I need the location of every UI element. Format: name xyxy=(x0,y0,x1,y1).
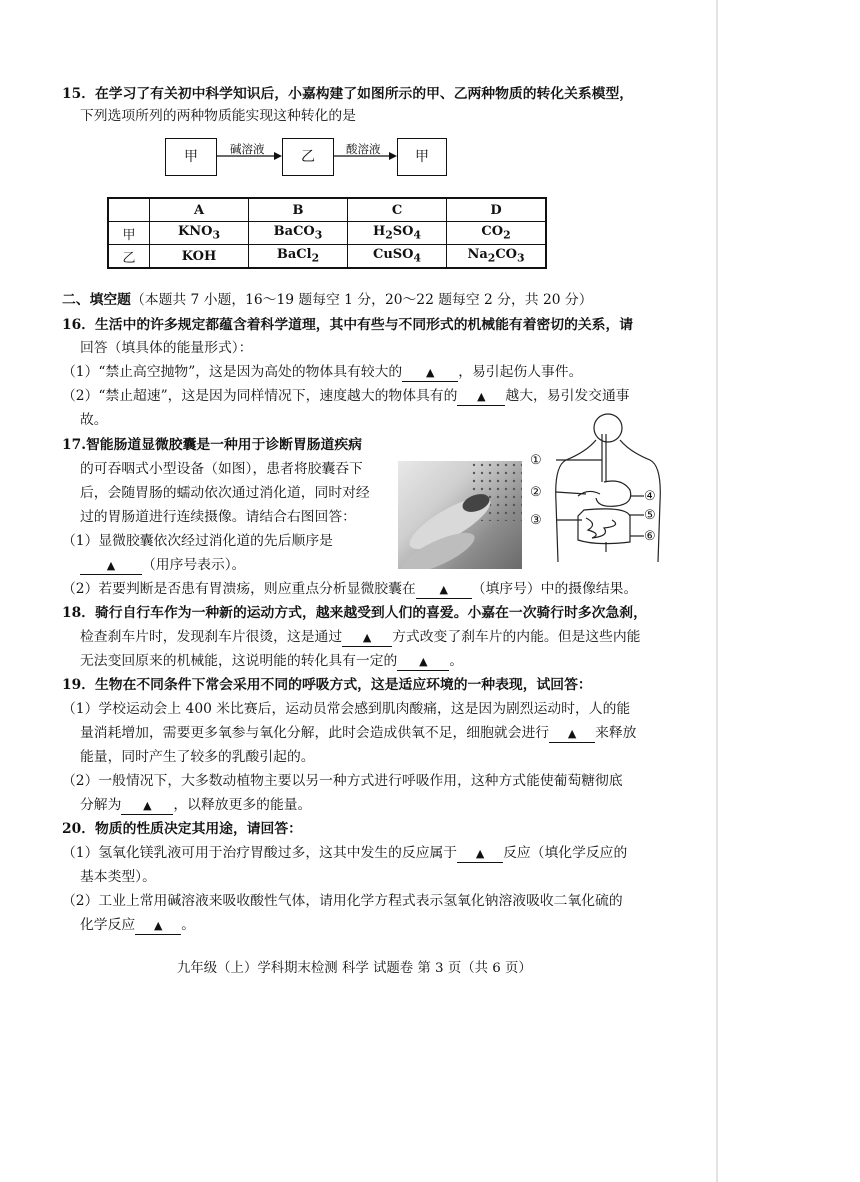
q17-line4: 过的胃肠道进行连续摄像。请结合右图回答： xyxy=(80,509,356,525)
text: （1）“禁止高空抛物”，这是因为高处的物体具有较大的 xyxy=(62,364,403,380)
section-title: 二、填空题 xyxy=(62,292,131,308)
answer-blank[interactable] xyxy=(121,797,173,815)
section-heading xyxy=(62,290,593,310)
q15-line1: 15．在学习了有关初中科学知识后，小嘉构建了如图所示的甲、乙两种物质的转化关系模型， xyxy=(62,86,634,102)
q16-part2-cont: 故。 xyxy=(80,412,108,428)
triangle-icon: ▲ xyxy=(477,390,486,403)
table-header-row xyxy=(108,198,546,222)
triangle-icon: ▲ xyxy=(475,847,485,860)
q17-line1: 17.智能肠道显微胶囊是一种用于诊断胃肠道疾病 xyxy=(62,437,362,453)
text: 。 xyxy=(181,917,195,933)
answer-blank[interactable] xyxy=(457,388,505,406)
diagram-box-yi: 乙 xyxy=(282,138,334,176)
q17-line3: 后，会随胃肠的蠕动依次通过消化道，同时对经 xyxy=(80,485,370,501)
text: （用序号表示）。 xyxy=(142,557,246,573)
answer-blank[interactable] xyxy=(135,917,181,935)
q20-part2-cont xyxy=(80,915,195,935)
q15-line2: 下列选项所列的两种物质能实现这种转化的是 xyxy=(80,108,356,124)
q19-part1-cont xyxy=(80,723,636,743)
q19-line1: 19．生物在不同条件下常会采用不同的呼吸方式，这是适应环境的一种表现，试回答： xyxy=(62,677,592,693)
triangle-icon: ▲ xyxy=(106,559,116,572)
capsule-photo xyxy=(398,461,522,569)
q18-line2 xyxy=(80,627,640,647)
q19-part2: （2）一般情况下，大多数动植物主要以另一种方式进行呼吸作用，这种方式能使葡萄糖彻底 xyxy=(62,773,623,789)
q17-line2: 的可吞咽式小型设备（如图），患者将胶囊吞下 xyxy=(80,461,363,477)
diagram-label-2: ② xyxy=(530,485,542,500)
table-cell: BaCO$_3$ xyxy=(249,222,348,245)
q20-part1-cont: 基本类型）。 xyxy=(80,869,156,885)
table-cell: $KNO_3$ xyxy=(150,222,249,245)
triangle-icon: ▲ xyxy=(425,366,435,379)
text: （2）若要判断是否患有胃溃疡，则应重点分析显微胶囊在 xyxy=(62,581,416,597)
table-cell: 乙 xyxy=(108,245,150,269)
answer-blank[interactable] xyxy=(549,725,595,743)
table-row xyxy=(108,222,546,245)
triangle-icon: ▲ xyxy=(439,583,448,596)
q17-part1-cont xyxy=(80,555,245,575)
text: 分解为 xyxy=(80,797,122,813)
q16-line2: 回答（填具体的能量形式）： xyxy=(80,340,253,356)
text: 无法变回原来的机械能，这说明能的转化具有一定的 xyxy=(80,653,398,669)
text: 来释放 xyxy=(595,725,637,741)
text: ，易引起伤人事件。 xyxy=(458,364,583,380)
q16-part2 xyxy=(62,386,630,406)
text: 检查刹车片时，发现刹车片很烫，这是通过 xyxy=(80,629,343,645)
q16-part1 xyxy=(62,362,582,382)
diagram-label-3: ③ xyxy=(530,513,542,528)
table-cell: 甲 xyxy=(108,222,150,245)
options-table xyxy=(107,197,547,269)
table-cell: BaCl$_2$ xyxy=(249,245,348,269)
text: 越大，易引发交通事 xyxy=(505,388,630,404)
text: （2）“禁止超速”，这是因为同样情况下，速度越大的物体具有的 xyxy=(62,388,458,404)
diagram-arrow1-label: 碱溶液 xyxy=(230,142,265,156)
text: 。 xyxy=(449,653,464,669)
answer-blank[interactable] xyxy=(457,845,503,863)
diagram-label-6: ⑥ xyxy=(644,529,656,544)
table-header-c: C xyxy=(348,198,447,222)
table-cell: KOH xyxy=(150,245,249,269)
table-header-d: D xyxy=(447,198,547,222)
table-cell: $CO_2$ xyxy=(447,222,547,245)
q20-part1 xyxy=(62,843,627,863)
answer-blank[interactable] xyxy=(397,653,449,671)
q18-line1: 18．骑行自行车作为一种新的运动方式，越来越受到人们的喜爱。小嘉在一次骑行时多次急刹， xyxy=(62,605,647,621)
answer-blank[interactable] xyxy=(80,557,142,575)
table-cell: $Na_2CO_3$ xyxy=(447,245,547,269)
triangle-icon: ▲ xyxy=(143,799,152,812)
q18-line3 xyxy=(80,651,463,671)
diagram-arrow2-label: 酸溶液 xyxy=(346,142,381,156)
diagram-label-5: ⑤ xyxy=(644,508,656,523)
arrow-right-icon xyxy=(216,150,282,162)
answer-blank[interactable] xyxy=(342,629,392,647)
table-header-b: B xyxy=(249,198,348,222)
table-cell: CuSO$_4$ xyxy=(348,245,447,269)
diagram-box-jia-2: 甲 xyxy=(397,138,447,176)
text: 反应（填化学反应的 xyxy=(503,845,628,861)
q17-part1: （1）显微胶囊依次经过消化道的先后顺序是 xyxy=(62,533,333,549)
triangle-icon: ▲ xyxy=(362,631,372,644)
triangle-icon: ▲ xyxy=(419,655,428,668)
table-row xyxy=(108,245,546,269)
q16-line1: 16．生活中的许多规定都蕴含着科学道理，其中有些与不同形式的机械能有着密切的关系，请 xyxy=(62,317,634,333)
scan-edge xyxy=(716,0,718,1182)
triangle-icon: ▲ xyxy=(153,919,163,932)
text: （填序号）中的摄像结果。 xyxy=(471,581,638,597)
diagram-label-4: ④ xyxy=(644,489,656,504)
answer-blank[interactable] xyxy=(402,364,458,382)
section-note: （本题共 7 小题，16～19 题每空 1 分，20～22 题每空 2 分，共 20 分） xyxy=(130,292,593,308)
capsule-in-fingers-image xyxy=(398,461,522,569)
q19-part1-end: 能量，同时产生了较多的乳酸引起的。 xyxy=(80,749,315,765)
triangle-icon: ▲ xyxy=(567,727,577,740)
arrow-right-icon xyxy=(333,150,397,162)
diagram-label-1: ① xyxy=(530,453,542,468)
text: 量消耗增加，需要更多氧参与氧化分解，此时会造成供氧不足，细胞就会进行 xyxy=(80,725,550,741)
q20-part2: （2）工业上常用碱溶液来吸收酸性气体，请用化学方程式表示氢氧化钠溶液吸收二氧化硫的 xyxy=(62,893,623,909)
text: 化学反应 xyxy=(80,917,136,933)
text: 方式改变了刹车片的内能。但是这些内能 xyxy=(392,629,641,645)
text: （1）氢氧化镁乳液可用于治疗胃酸过多，这其中发生的反应属于 xyxy=(62,845,458,861)
q19-part2-cont xyxy=(80,795,311,815)
table-cell xyxy=(108,198,150,222)
text: ，以释放更多的能量。 xyxy=(173,797,312,813)
answer-blank[interactable] xyxy=(416,581,472,599)
page-footer: 九年级（上）学科期末检测 科学 试题卷 第 3 页（共 6 页） xyxy=(177,961,532,976)
q20-line1: 20．物质的性质决定其用途，请回答： xyxy=(62,821,302,837)
table-header-a: A xyxy=(150,198,249,222)
q17-part2 xyxy=(62,579,637,599)
table-cell: $H_2SO_4$ xyxy=(348,222,447,245)
diagram-box-jia: 甲 xyxy=(165,138,217,176)
q19-part1: （1）学校运动会上 400 米比赛后，运动员常会感到肌肉酸痛，这是因为剧烈运动时，人的能 xyxy=(62,701,631,717)
